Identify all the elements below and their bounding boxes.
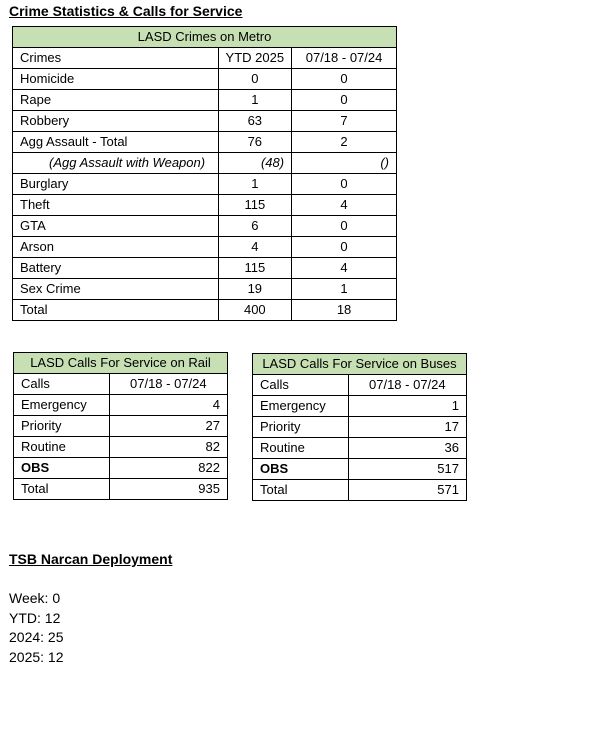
crime-week-value: 1 <box>292 279 397 300</box>
crime-label: Battery <box>13 258 219 279</box>
call-label: Priority <box>253 417 349 438</box>
narcan-stats <box>9 589 64 667</box>
table-row <box>13 195 397 216</box>
crime-week-value: 7 <box>292 111 397 132</box>
call-value: 82 <box>109 437 227 458</box>
table-row <box>13 153 397 174</box>
crime-label: Arson <box>13 237 219 258</box>
narcan-title: TSB Narcan Deployment <box>9 551 173 567</box>
rail-table-title: LASD Calls For Service on Rail <box>14 353 228 374</box>
narcan-week: Week: 0 <box>9 590 61 606</box>
call-value: 1 <box>348 396 466 417</box>
table-row <box>14 416 228 437</box>
crime-week-value: 0 <box>292 90 397 111</box>
call-value: 822 <box>109 458 227 479</box>
table-row <box>13 111 397 132</box>
call-value: 517 <box>348 459 466 480</box>
table-row-total <box>13 300 397 321</box>
narcan-2024: 2024: 25 <box>9 629 64 645</box>
table-row <box>253 459 467 480</box>
table-row <box>13 174 397 195</box>
table-row <box>14 395 228 416</box>
bus-col-header: 07/18 - 07/24 <box>348 375 466 396</box>
crime-ytd-value: 1 <box>218 174 292 195</box>
crime-label: Robbery <box>13 111 219 132</box>
crime-label: Burglary <box>13 174 219 195</box>
crime-ytd-value: 6 <box>218 216 292 237</box>
crimes-col-header: Crimes <box>13 48 219 69</box>
call-value: 571 <box>348 480 466 501</box>
crime-ytd-value: 63 <box>218 111 292 132</box>
crime-label: (Agg Assault with Weapon) <box>13 153 219 174</box>
table-row <box>253 396 467 417</box>
table-row <box>13 237 397 258</box>
table-row <box>13 90 397 111</box>
crimes-table-title: LASD Crimes on Metro <box>13 27 397 48</box>
table-row <box>13 132 397 153</box>
table-row <box>13 279 397 300</box>
crime-week-value: 4 <box>292 195 397 216</box>
table-row <box>253 438 467 459</box>
table-row <box>13 69 397 90</box>
crime-week-value: 2 <box>292 132 397 153</box>
crime-ytd-value: 115 <box>218 258 292 279</box>
crime-label: Sex Crime <box>13 279 219 300</box>
crime-label: Agg Assault - Total <box>13 132 219 153</box>
crime-week-value: 0 <box>292 174 397 195</box>
crime-ytd-value: 4 <box>218 237 292 258</box>
call-label: OBS <box>14 458 110 479</box>
table-row-total <box>14 479 228 500</box>
narcan-2025: 2025: 12 <box>9 648 64 665</box>
call-label: Emergency <box>14 395 110 416</box>
crime-ytd-value: 1 <box>218 90 292 111</box>
crime-label: GTA <box>13 216 219 237</box>
crimes-col-header: 07/18 - 07/24 <box>292 48 397 69</box>
call-value: 935 <box>109 479 227 500</box>
call-label: Total <box>14 479 110 500</box>
crime-label: Total <box>13 300 219 321</box>
rail-calls-table <box>13 352 228 500</box>
rail-col-header: 07/18 - 07/24 <box>109 374 227 395</box>
rail-col-header: Calls <box>14 374 110 395</box>
crime-ytd-value: 0 <box>218 69 292 90</box>
call-label: Total <box>253 480 349 501</box>
crime-week-value: 18 <box>292 300 397 321</box>
narcan-ytd: YTD: 12 <box>9 609 61 626</box>
crime-ytd-value: 76 <box>218 132 292 153</box>
bus-table-title: LASD Calls For Service on Buses <box>253 354 467 375</box>
table-row <box>14 458 228 479</box>
crime-ytd-value: (48) <box>218 153 292 174</box>
crime-week-value: 0 <box>292 216 397 237</box>
crime-week-value: 0 <box>292 237 397 258</box>
crime-week-value: 4 <box>292 258 397 279</box>
table-row <box>13 258 397 279</box>
crime-ytd-value: 400 <box>218 300 292 321</box>
crimes-table <box>12 26 397 321</box>
page-title: Crime Statistics & Calls for Service <box>9 3 243 19</box>
crime-label: Rape <box>13 90 219 111</box>
call-value: 17 <box>348 417 466 438</box>
crime-label: Homicide <box>13 69 219 90</box>
table-row-total <box>253 480 467 501</box>
table-row <box>253 417 467 438</box>
call-value: 27 <box>109 416 227 437</box>
call-label: Routine <box>14 437 110 458</box>
crimes-col-header: YTD 2025 <box>218 48 292 69</box>
call-value: 36 <box>348 438 466 459</box>
bus-calls-table <box>252 353 467 501</box>
crime-label: Theft <box>13 195 219 216</box>
crime-week-value: 0 <box>292 69 397 90</box>
call-label: Priority <box>14 416 110 437</box>
table-row <box>13 216 397 237</box>
bus-col-header: Calls <box>253 375 349 396</box>
crime-week-value: () <box>292 153 397 174</box>
call-label: Emergency <box>253 396 349 417</box>
call-value: 4 <box>109 395 227 416</box>
crime-ytd-value: 19 <box>218 279 292 300</box>
call-label: OBS <box>253 459 349 480</box>
crime-ytd-value: 115 <box>218 195 292 216</box>
table-row <box>14 437 228 458</box>
call-label: Routine <box>253 438 349 459</box>
